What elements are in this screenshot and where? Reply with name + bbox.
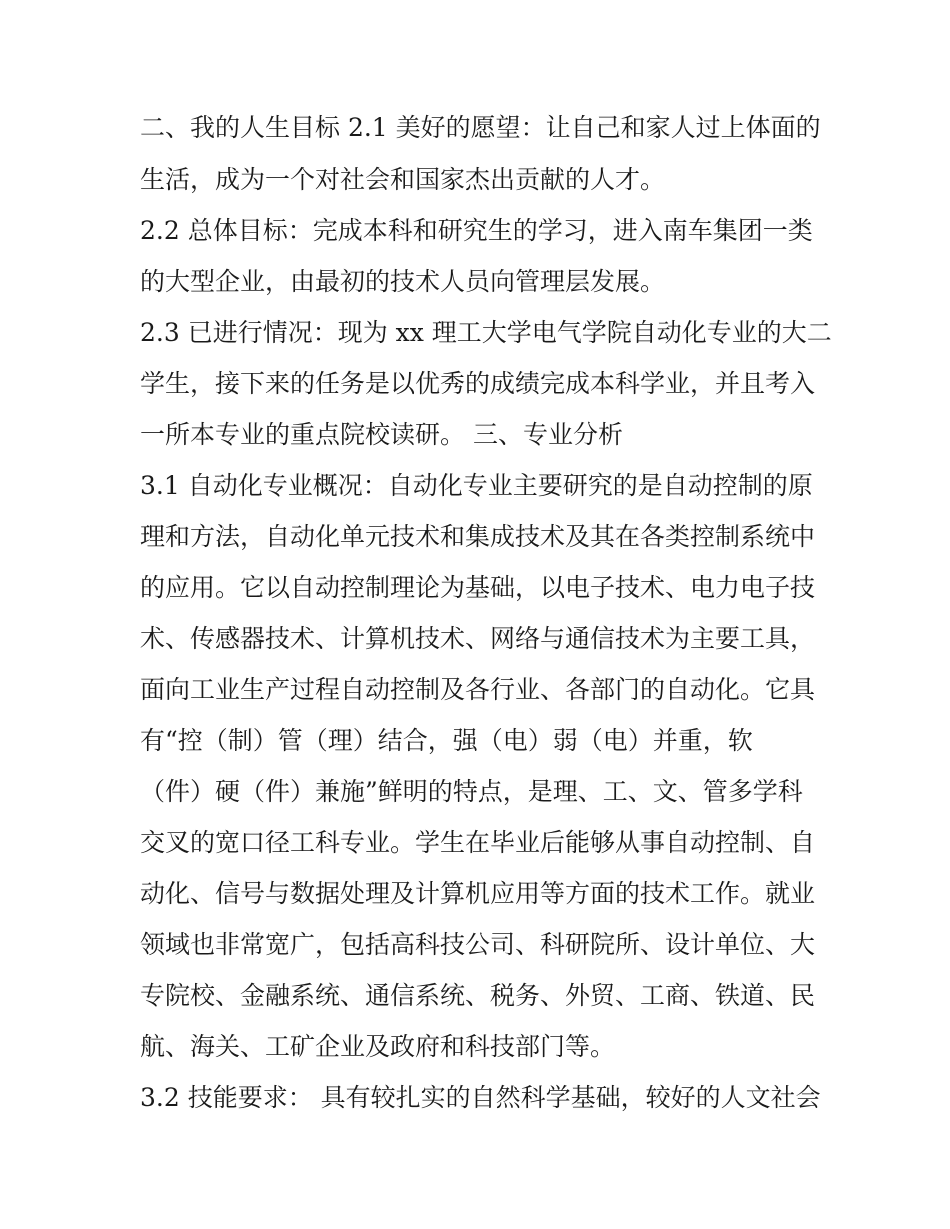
- text-line: 3.1 自动化专业概况：自动化专业主要研究的是自动控制的原: [140, 471, 813, 500]
- text-line: 二、我的人生目标 2.1 美好的愿望：让自己和家人过上体面的: [140, 113, 821, 142]
- text-line: 2.3 已进行情况：现为 xx 理工大学电气学院自动化专业的大二: [140, 318, 832, 347]
- text-line: 动化、信号与数据处理及计算机应用等方面的技术工作。就业: [140, 879, 816, 908]
- text-line: 一所本专业的重点院校读研。 三、专业分析: [140, 420, 623, 449]
- text-line: 理和方法，自动化单元技术和集成技术及其在各类控制系统中: [140, 522, 816, 551]
- text-line: 的应用。它以自动控制理论为基础，以电子技术、电力电子技: [140, 573, 816, 602]
- text-line: 的大型企业，由最初的技术人员向管理层发展。: [140, 267, 666, 296]
- text-line: 面向工业生产过程自动控制及各行业、各部门的自动化。它具: [140, 675, 816, 704]
- text-line: （件）硬（件）兼施”鲜明的特点，是理、工、文、管多学科: [140, 777, 803, 806]
- text-line: 专院校、金融系统、通信系统、税务、外贸、工商、铁道、民: [140, 981, 816, 1010]
- text-line: 交叉的宽口径工科专业。学生在毕业后能够从事自动控制、自: [140, 828, 816, 857]
- text-line: 领域也非常宽广，包括高科技公司、科研院所、设计单位、大: [140, 930, 816, 959]
- text-line: 航、海关、工矿企业及政府和科技部门等。: [140, 1032, 616, 1061]
- text-line: 3.2 技能要求： 具有较扎实的自然科学基础，较好的人文社会: [140, 1083, 821, 1112]
- text-line: 2.2 总体目标：完成本科和研究生的学习，进入南车集团一类: [140, 216, 813, 245]
- text-line: 术、传感器技术、计算机技术、网络与通信技术为主要工具，: [140, 624, 816, 653]
- text-line: 生活，成为一个对社会和国家杰出贡献的人才。: [140, 165, 666, 194]
- text-line: 学生，接下来的任务是以优秀的成绩完成本科学业，并且考入: [140, 369, 816, 398]
- text-line: 有“控（制）管（理）结合，强（电）弱（电）并重，软: [140, 726, 753, 755]
